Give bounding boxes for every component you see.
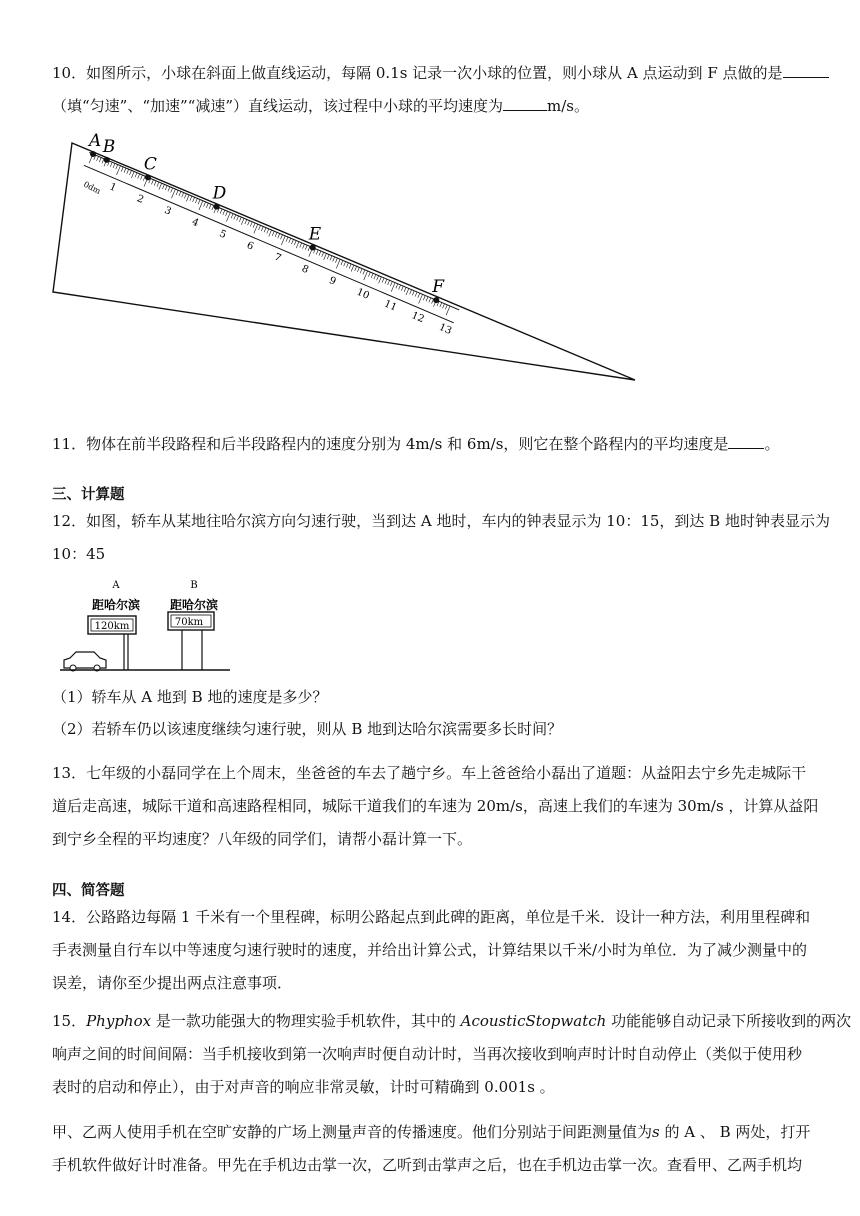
q12-line1: 12．如图，轿车从某地往哈尔滨方向匀速行驶，当到达 A 地时，车内的钟表显示为 10：15，到达 B 地时钟表显示为 <box>52 512 830 530</box>
ruler-tick-number: 8 <box>299 263 311 277</box>
q15-line4: 甲、乙两人使用手机在空旷安静的广场上测量声音的传播速度。他们分别站于间距测量值为s 的 A 、 B 两处，打开 <box>52 1123 811 1141</box>
scale-unit-label: 0dm <box>82 179 103 196</box>
ball-point <box>104 157 110 163</box>
ruler <box>84 152 459 322</box>
road-signs-figure <box>56 572 236 674</box>
ruler-tick-number: 2 <box>135 193 146 206</box>
ruler-tick-number: 6 <box>244 240 256 253</box>
ruler-tick-number: 1 <box>107 181 118 195</box>
ruler-tick-number: 9 <box>327 275 338 288</box>
ruler-tick-number: 3 <box>162 204 173 218</box>
sign-b-value: 70km <box>174 617 204 628</box>
ruler-tick-number: 7 <box>272 251 283 265</box>
point-label: A <box>89 131 102 151</box>
incline-triangle <box>53 143 635 380</box>
q14-line3: 误差，请你至少提出两点注意事项． <box>52 974 293 992</box>
ball-point <box>310 245 316 251</box>
ball-point <box>214 204 220 210</box>
point-label: B <box>102 136 116 157</box>
sign-a-letter: A <box>112 580 120 591</box>
q11-blank[interactable] <box>728 432 764 449</box>
ruler-tick-number: 11 <box>382 298 399 314</box>
q10-blank-2[interactable] <box>503 94 547 111</box>
ruler-tick-number: 13 <box>437 321 454 337</box>
ruler-tick-number: 12 <box>409 310 426 326</box>
point-label: F <box>432 277 445 298</box>
incline-ruler-figure <box>50 124 650 386</box>
q10-line2: （填“匀速”、“加速”“减速”）直线运动，该过程中小球的平均速度为 m/s。 <box>52 94 822 116</box>
ruler-tick-numbers <box>108 182 454 337</box>
q12-sub1: （1）轿车从 A 地到 B 地的速度是多少？ <box>52 688 328 706</box>
q14-line2: 手表测量自行车以中等速度匀速行驶时的速度，并给出计算公式，计算结果以千米/小时为单位．为了减少测量中的 <box>52 941 808 959</box>
ruler-tick-number: 10 <box>354 286 371 302</box>
q10-line1: 10．如图所示，小球在斜面上做直线运动，每隔 0.1s 记录一次小球的位置，则小球从 A 点运动到 F 点做的是 <box>52 61 822 83</box>
sign-a-value: 120km <box>94 621 130 632</box>
point-label: C <box>143 154 157 175</box>
q15-line1: 15．Phyphox 是一款功能强大的物理实验手机软件，其中的 AcousticStopwatch 功能能够自动记录下所接收到的两次 <box>52 1012 852 1030</box>
q15-line3: 表时的启动和停止），由于对声音的响应非常灵敏，计时可精确到 0.001s 。 <box>52 1078 555 1096</box>
sign-a-title: 距哈尔滨 <box>91 598 141 612</box>
q13-line3: 到宁乡全程的平均速度？八年级的同学们，请帮小磊计算一下。 <box>52 830 473 848</box>
section-4-heading: 四、简答题 <box>52 883 125 899</box>
q11-line: 11．物体在前半段路程和后半段路程内的速度分别为 4m/s 和 6m/s，则它在整个路程内的平均速度是 。 <box>52 432 822 454</box>
q13-line2: 道后走高速，城际干道和高速路程相同，城际干道我们的车速为 20m/s，高速上我们的车速为 30m/s ，计算从益阳 <box>52 797 819 815</box>
ball-point <box>90 151 96 157</box>
q10-blank-1[interactable] <box>783 61 829 78</box>
point-label: D <box>212 183 227 204</box>
ruler-tick-number: 5 <box>217 228 228 241</box>
q13-line1: 13．七年级的小磊同学在上个周末，坐爸爸的车去了趟宁乡。车上爸爸给小磊出了道题：从益阳去宁乡先走城际干 <box>52 764 807 782</box>
app-name: Phyphox <box>86 1012 152 1030</box>
sign-b-title: 距哈尔滨 <box>169 598 219 612</box>
function-name: AcousticStopwatch <box>460 1012 607 1030</box>
q12-line2: 10：45 <box>52 545 106 563</box>
q14-line1: 14．公路路边每隔 1 千米有一个里程碑，标明公路起点到此碑的距离，单位是千米．设计一种方法，利用里程碑和 <box>52 908 811 926</box>
sign-b-letter: B <box>190 580 198 591</box>
q12-sub2: （2）若轿车仍以该速度继续匀速行驶，则从 B 地到达哈尔滨需要多长时间？ <box>52 720 563 738</box>
ball-point <box>433 297 439 303</box>
q15-line2: 响声之间的时间间隔：当手机接收到第一次响声时便自动计时，当再次接收到响声时计时自动停止（类似于使用秒 <box>52 1045 803 1063</box>
point-label: E <box>308 224 322 245</box>
ruler-tick-number: 4 <box>190 216 201 230</box>
section-3-heading: 三、计算题 <box>52 487 125 503</box>
ball-point <box>145 174 151 180</box>
q15-line5: 手机软件做好计时准备。甲先在手机边击掌一次，乙听到击掌声之后，也在手机边击掌一次。查看甲、乙两手机均 <box>52 1156 803 1174</box>
car-icon <box>64 652 106 668</box>
